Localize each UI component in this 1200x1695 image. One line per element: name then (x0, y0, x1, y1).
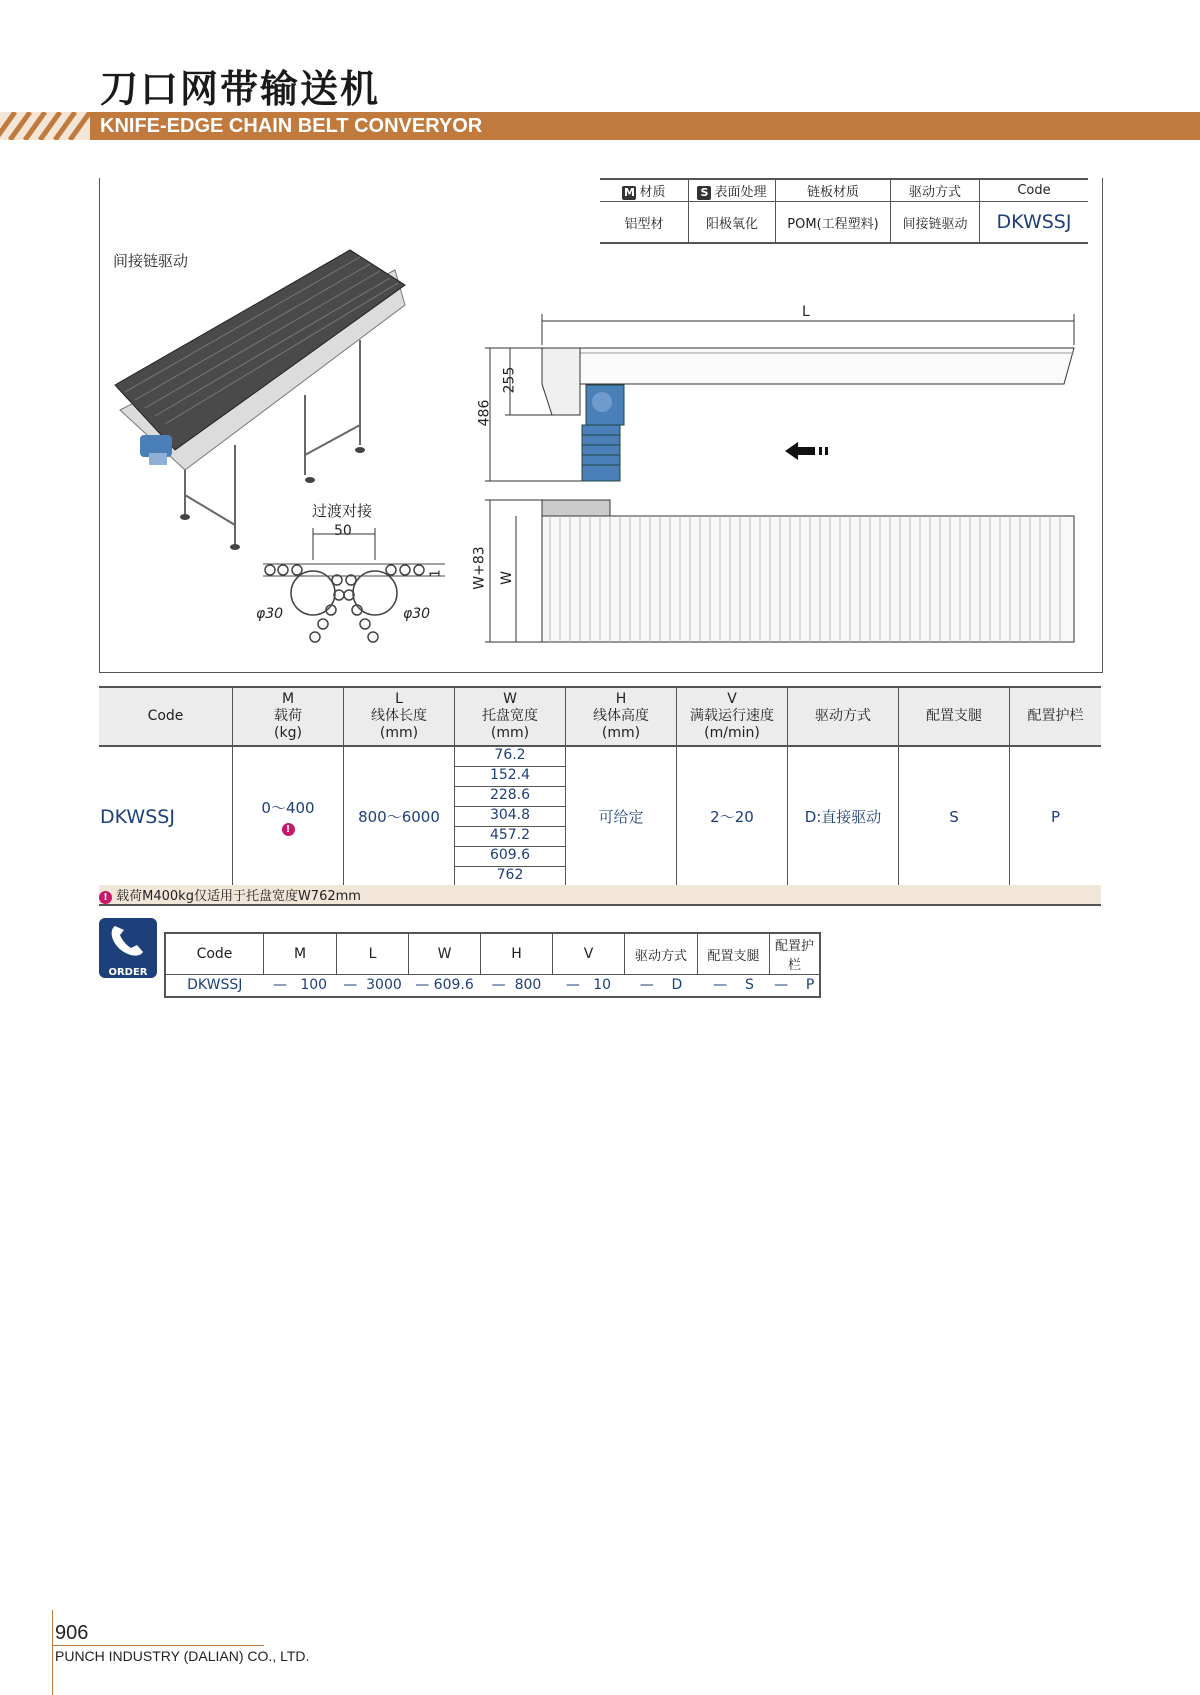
company-name: PUNCH INDUSTRY (DALIAN) CO., LTD. (55, 1648, 310, 1664)
row-widths (455, 746, 566, 886)
order-value-m: — 100 (272, 977, 328, 994)
col-length: L 线体长度 (mm) (344, 687, 455, 746)
order-header-l: L (337, 933, 409, 975)
main-spec-table (99, 686, 1101, 886)
row-load: 0～400 ! (233, 746, 344, 886)
order-header-w: W (409, 933, 481, 975)
row-drive: D:直接驱动 (788, 746, 899, 886)
footer-rule-horizontal (52, 1645, 264, 1646)
spec-code: DKWSSJ (996, 211, 1072, 233)
title-banner (0, 112, 1200, 140)
conveyor-side-view-drawing (480, 300, 1080, 650)
spec-header-surface: S 表面处理 (689, 179, 776, 202)
spec-surface: 阳极氧化 (689, 202, 776, 244)
page-number: 906 (55, 1622, 89, 1644)
row-guard: P (1050, 807, 1061, 826)
dim-50: 50 (334, 523, 352, 539)
col-speed: V 满载运行速度 (m/min) (677, 687, 788, 746)
row-legs: S (899, 746, 1010, 886)
order-header-drive: 驱动方式 (625, 933, 698, 975)
order-example-table (164, 932, 821, 998)
width-option: 228.6 (455, 787, 565, 807)
order-header-v: V (553, 933, 625, 975)
col-width: W 托盘宽度 (mm) (455, 687, 566, 746)
dim-W: W (498, 571, 515, 585)
iso-view-label: 间接链驱动 (113, 252, 189, 270)
spec-header-drive: 驱动方式 (891, 179, 980, 202)
width-option: 76.2 (455, 747, 565, 767)
spec-header-chain-material: 链板材质 (776, 179, 891, 202)
order-header-guard: 配置护栏 (774, 939, 814, 973)
spec-header-code: Code (980, 179, 1089, 202)
order-header-code: Code (165, 933, 264, 975)
width-option: 457.2 (455, 827, 565, 847)
order-value-legs: — S (713, 977, 754, 994)
width-option: 152.4 (455, 767, 565, 787)
dim-486: 486 (476, 399, 493, 427)
col-drive: 驱动方式 (788, 687, 899, 746)
col-legs: 配置支腿 (899, 687, 1010, 746)
order-value-l: — 3000 (343, 977, 402, 994)
col-load: M 载荷 (kg) (233, 687, 344, 746)
phone-icon (99, 918, 157, 962)
order-value-code: DKWSSJ (187, 977, 243, 994)
note-marker-icon: ! (282, 823, 295, 836)
order-header-m: M (264, 933, 337, 975)
footer-rule-vertical (52, 1610, 53, 1695)
order-header-h: H (481, 933, 553, 975)
spec-material: 铝型材 (600, 202, 689, 244)
col-code: Code (99, 687, 233, 746)
order-value-w: — 609.6 (415, 977, 474, 994)
note-marker-icon: ! (99, 891, 112, 904)
load-note: ! 载荷M400kg仅适用于托盘宽度W762mm (99, 885, 1101, 906)
row-speed: 2～20 (677, 746, 788, 886)
transfer-label: 过渡对接 (312, 502, 373, 520)
col-guard: 配置护栏 (1010, 687, 1102, 746)
width-option: 762 (496, 867, 524, 883)
page-title: 刀口网带输送机 (100, 67, 381, 111)
spec-header-material: M 材质 (600, 179, 689, 202)
dim-W-plus-83: W+83 (471, 546, 488, 590)
spec-table (600, 178, 1088, 244)
width-option: 304.8 (455, 807, 565, 827)
width-option: 609.6 (455, 847, 565, 867)
row-height: 可给定 (566, 746, 677, 886)
transfer-detail-drawing (255, 520, 455, 645)
dim-phi-right: φ30 (403, 606, 431, 622)
spec-drive: 间接链驱动 (891, 202, 980, 244)
order-icon: ORDER (99, 918, 157, 978)
dim-phi-left: φ30 (256, 606, 284, 622)
dim-1: 1 (428, 569, 444, 578)
order-value-drive: — D (639, 977, 683, 994)
spec-chain-material: POM(工程塑料) (776, 202, 891, 244)
row-length: 800～6000 (344, 746, 455, 886)
col-height: H 线体高度 (mm) (566, 687, 677, 746)
row-code: DKWSSJ (99, 746, 233, 886)
dim-L: L (802, 304, 810, 320)
order-value-h: — 800 (491, 977, 542, 994)
dim-255: 255 (501, 366, 518, 394)
order-value-v: — 10 (565, 977, 612, 994)
order-value-guard: — P (774, 977, 815, 994)
conveyor-isometric-drawing (105, 245, 465, 555)
banner-title-en: KNIFE-EDGE CHAIN BELT CONVERYOR (100, 115, 483, 137)
banner-stripes-decoration (0, 112, 95, 140)
order-header-legs: 配置支腿 (698, 933, 770, 975)
